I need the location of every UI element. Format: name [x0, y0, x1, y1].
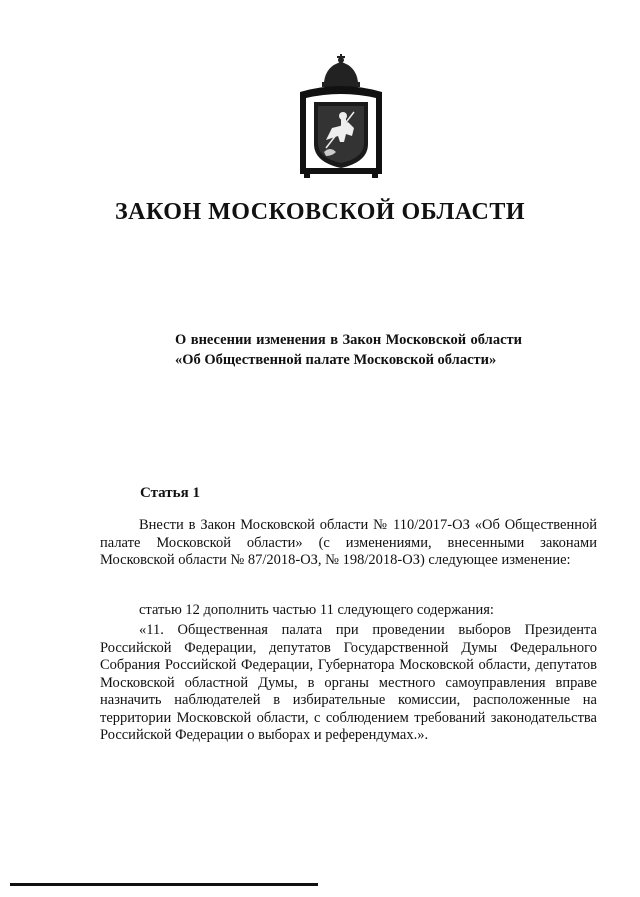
law-subject: О внесении изменения в Закон Московской области «Об Общественной палате Московской области»	[175, 332, 522, 368]
article-paragraph: «11. Общественная палата при проведении выборов Президента Российской Федерации, депутатов Государственной Думы Федерального Собрания Российской Федерации, Губернатора Московской области, депутатов Московской областной Думы, в органы местного самоуправления вправе назначить наблюдателей в избирательные комиссии, расположенные на территории Московской области, с соблюдением требований законодательства Российской Федерации о выборах и референдумах.».	[100, 622, 597, 743]
article-heading: Статья 1	[140, 485, 200, 501]
article-paragraph: Внести в Закон Московской области № 110/2017-ОЗ «Об Общественной палате Московской области» (с изменениями, внесенными законами Московской области № 87/2018-ОЗ, № 198/2018-ОЗ) следующее изменение:	[100, 517, 597, 568]
bottom-scan-edge-divider	[10, 883, 318, 886]
law-title: ЗАКОН МОСКОВСКОЙ ОБЛАСТИ	[114, 199, 525, 225]
article-paragraph: статью 12 дополнить частью 11 следующего содержания:	[139, 602, 494, 618]
moscow-oblast-coat-of-arms-emblem	[296, 52, 386, 180]
